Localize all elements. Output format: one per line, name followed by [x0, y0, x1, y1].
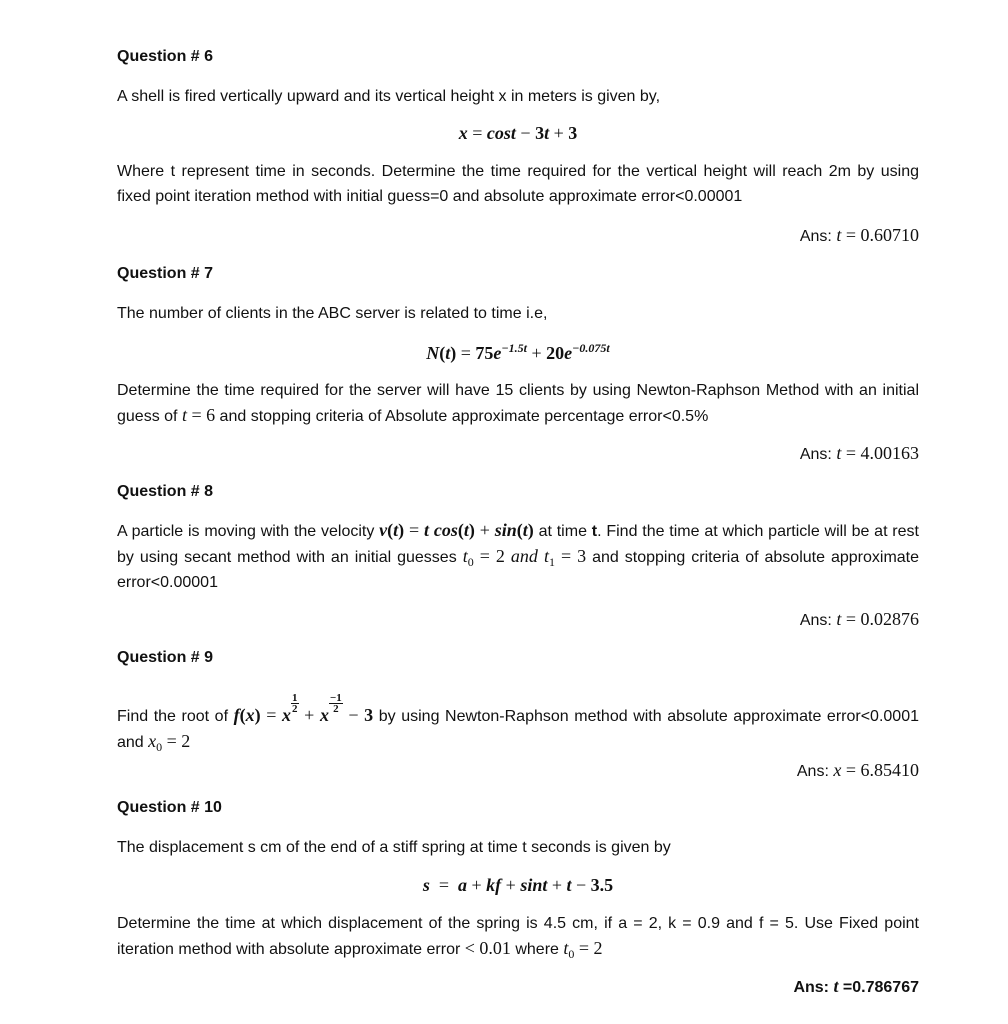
question-6-body: Where t represent time in seconds. Determine the time required for the vertical height will reach 2m by using fixed point iteration method with initial guess=0 and absolute approximate error<0.00001 — [117, 163, 919, 205]
answer-value: = 4.00163 — [841, 443, 919, 463]
question-10-intro: The displacement s cm of the end of a stiff spring at time t seconds is given by — [117, 839, 671, 856]
question-7-intro: The number of clients in the ABC server is related to time i.e, — [117, 305, 548, 322]
answer-label: Ans: — [799, 228, 837, 245]
answer-label: Ans: — [799, 612, 837, 629]
question-9-answer — [117, 758, 919, 784]
question-6-heading: Question # 6 — [117, 48, 214, 65]
answer-variable: t — [836, 225, 842, 245]
question-6-intro: A shell is fired vertically upward and its vertical height x in meters is given by, — [117, 88, 661, 105]
question-6-equation: x = cost − 3t + 3 — [458, 123, 578, 143]
question-7-answer — [117, 441, 919, 467]
answer-label: Ans: — [799, 446, 837, 463]
answer-variable: x — [833, 760, 842, 780]
question-7-heading: Question # 7 — [117, 265, 214, 282]
question-10-body: Determine the time at which displacement of the spring is 4.5 cm, if a = 2, k = 0.9 and f = 5. Use Fixed point iteration method with absolute approximate error < 0.01 where $t_0 = 2$ — [117, 915, 919, 961]
answer-label: Ans: — [793, 979, 834, 996]
answer-label: Ans: — [796, 763, 834, 780]
answer-value: = 6.85410 — [841, 760, 919, 780]
question-10-answer — [117, 974, 919, 1000]
question-6-answer — [117, 223, 919, 249]
question-9-heading: Question # 9 — [117, 649, 214, 666]
question-9-body: Find the root of f(x) = x $\frac{1}{2}$ + x $\frac{-1}{2}$ − 3 by using Newton-Raphson method with absolute approximate error<0.0001 and $x_0 = 2$ — [117, 692, 919, 754]
question-8-body: A particle is moving with the velocity v(t) = t cos(t) + sin(t) at time t. Find the time at which particle will be at rest by using secant method with an initial guesses $t_0 = 2$ and $t_1 = 3$ and stopping criteria of absolute approximate error<0.00001 — [117, 520, 920, 591]
answer-value: = 0.60710 — [841, 225, 919, 245]
question-7-body: Determine the time required for the server will have 15 clients by using Newton-Raphson Method with an initial guess of t = 6 and stopping criteria of Absolute approximate percentage error<0.5% — [117, 382, 919, 425]
question-7-equation: $N(t) = 75e^{-1.5t} + 20e^{-0.075t}$ — [426, 341, 610, 363]
answer-value: =0.786767 — [838, 979, 919, 996]
answer-value: = 0.02876 — [841, 609, 919, 629]
question-10-heading: Question # 10 — [117, 799, 222, 816]
question-8-answer — [117, 607, 919, 633]
answer-variable: t — [836, 443, 842, 463]
question-8-heading: Question # 8 — [117, 483, 214, 500]
answer-variable: t — [836, 609, 842, 629]
answer-variable: t — [833, 976, 839, 996]
question-10-equation: s = a + kf + sint + t − 3.5 — [422, 875, 614, 895]
